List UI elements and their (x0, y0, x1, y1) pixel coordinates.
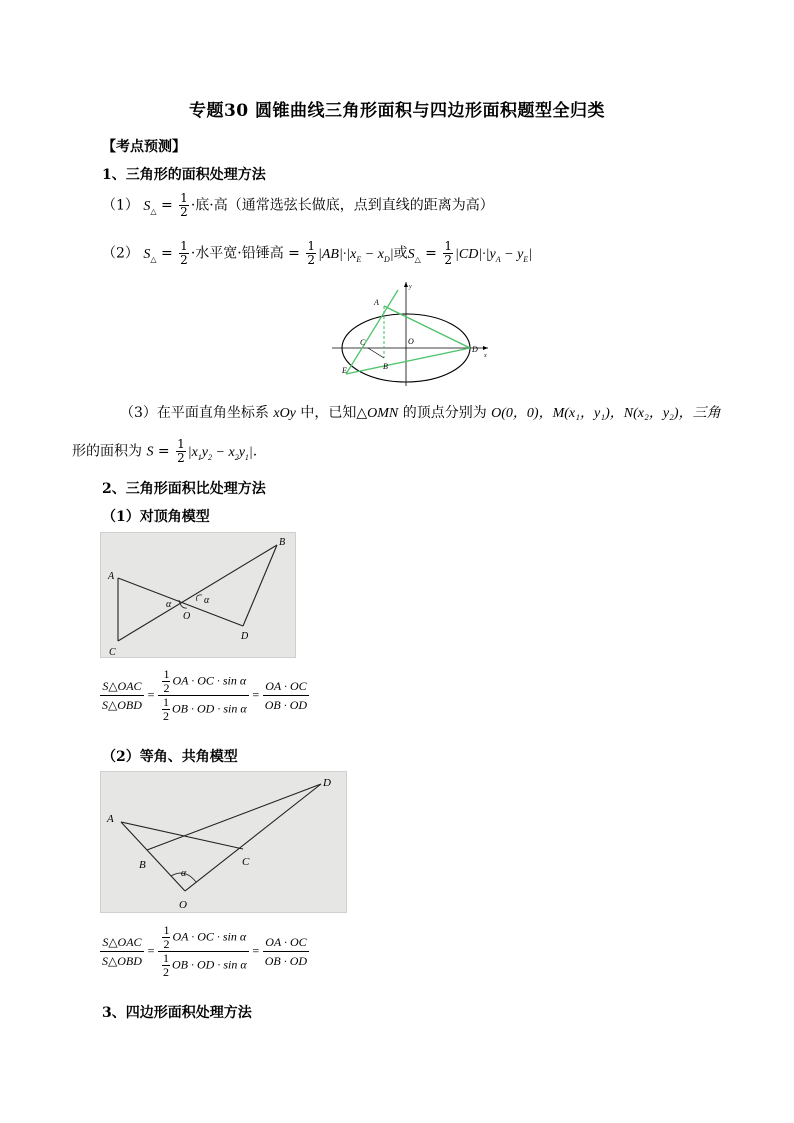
y-axis-arrow (404, 282, 408, 287)
ellipse-figure (328, 278, 494, 388)
item-3-text-b: 中，已知△ (295, 405, 368, 421)
item-1-prefix: （1） (102, 197, 139, 214)
item-1: （1） $S_\triangle$ = $\frac{1}{2}$ ·底·高（通常选弦长做底，点到直线的距离为高） (102, 191, 494, 219)
heading-area-ratio: 2、三角形面积比处理方法 (102, 481, 266, 497)
label-alpha-left: α (166, 599, 172, 610)
label-d: D (323, 777, 331, 789)
item-3-xoy: xOy (273, 406, 296, 421)
label-d: D (472, 345, 478, 354)
item-3-omn: OMN (367, 406, 399, 421)
label-alpha-right: α (204, 595, 210, 606)
vertical-angle-photo (100, 532, 296, 658)
ratio-left: S△OAC S△OBD (102, 679, 142, 712)
label-x: x (484, 353, 487, 359)
half-fraction: $\frac{1}{2}$ (307, 239, 315, 267)
label-y: y (409, 284, 412, 290)
item-2-prefix: （2） (102, 245, 139, 262)
ratio-mid: $\frac{1}{2}$ OA · OC · sin α $\frac{1}{2}$ OB · OD · sin α (158, 668, 249, 723)
green-ed (346, 348, 470, 374)
formula-ab: $|AB|\cdot|x_E - x_D|$ (318, 246, 394, 264)
label-c: C (360, 338, 366, 347)
item-1-text: 底·高（通常选弦长做底，点到直线的距离为高） (195, 197, 494, 214)
s-triangle-symbol: $S_\triangle$ (407, 246, 421, 264)
label-o: O (408, 337, 414, 346)
item-2-text: 水平宽·铅锤高 (195, 245, 284, 262)
label-o: O (179, 899, 187, 911)
item-2-or: 或 (393, 245, 408, 262)
green-line-ae (346, 290, 398, 374)
point-o: O(0，0)， (491, 406, 553, 421)
ratio-formula-2: S△OAC S△OBD = $\frac{1}{2}$ OA · OC · sin α $\frac{1}{2}$ OB · OD · sin α = $\frac{OA \cdot OC}{OB \cdot OD}$ (102, 923, 308, 979)
model-2-title: （2）等角、共角模型 (102, 749, 238, 765)
label-b: B (139, 859, 146, 871)
item-2: （2） $S_\triangle$ = $\frac{1}{2}$ ·水平宽·铅锤高 = $\frac{1}{2}$ $|AB|\cdot|x_E - x_D|$或$S_\triangle$ = $\frac{1}{2}$ $|CD|\cdot|y_A - y_E|$ (102, 239, 533, 267)
label-a: A (107, 813, 114, 825)
half-fraction: $\frac{1}{2}$ (444, 239, 453, 267)
label-c: C (242, 856, 250, 868)
half-fraction: $\frac{1}{2}$ (180, 191, 188, 219)
section-heading: 【考点预测】 (102, 139, 186, 155)
ratio-mid: $\frac{1}{2}$ OA · OC · sin α $\frac{1}{2}$ OB · OD · sin α (158, 924, 249, 979)
s-triangle-symbol: $S_\triangle$ (143, 198, 157, 216)
label-d: D (241, 631, 249, 642)
point-m: M(x₁，y₁)， (552, 406, 624, 421)
ratio-formula-1: S△OAC S△OBD = $\frac{1}{2}$ OA · OC · sin α $\frac{1}{2}$ OB · OD · sin α = $\frac{OA \cdot OC}{OB \cdot OD}$ (102, 667, 308, 723)
label-o: O (183, 611, 191, 622)
ratio-right: $\frac{OA \cdot OC}{OB \cdot OD}$ (264, 935, 308, 968)
item-3-text-a: （3）在平面直角坐标系 (120, 405, 274, 421)
half-fraction: $\frac{1}{2}$ (177, 437, 185, 465)
label-c: C (109, 647, 116, 658)
label-e: E (342, 366, 347, 375)
heading-quadrilateral-area: 3、四边形面积处理方法 (102, 1005, 252, 1021)
half-fraction: $\frac{1}{2}$ (180, 239, 188, 267)
point-n: N(x₂，y₂)，三角 (623, 406, 721, 421)
model-1-title: （1）对顶角模型 (102, 509, 210, 525)
formula-s: S (146, 444, 154, 460)
x-axis-arrow (483, 346, 488, 350)
label-a: A (108, 571, 115, 582)
item-3-line2-text: 形的面积为 (72, 443, 142, 460)
ratio-left: S△OAC S△OBD (102, 935, 142, 968)
label-b: B (383, 362, 388, 371)
heading-triangle-area: 1、三角形的面积处理方法 (102, 167, 266, 183)
item-3-text-c: 的顶点分别为 (398, 405, 492, 421)
page-title: 专题30 圆锥曲线三角形面积与四边形面积题型全归类 (188, 101, 606, 121)
ratio-right: $\frac{OA \cdot OC}{OB \cdot OD}$ (264, 679, 308, 712)
formula-cd: $|CD|\cdot|y_A - y_E|$ (455, 246, 533, 264)
common-angle-photo (100, 771, 347, 913)
item-3-line-2: 形的面积为 S = $\frac{1}{2}$ $|x_1y_2 - x_2y_1|$. (72, 437, 258, 465)
segment-cb (368, 348, 384, 358)
label-a: A (374, 298, 379, 307)
item-3 (120, 402, 721, 422)
label-b: B (279, 537, 286, 548)
label-alpha: α (181, 868, 187, 879)
formula-cross: $|x_1y_2 - x_2y_1|$ (187, 444, 253, 462)
s-triangle-symbol: $S_\triangle$ (143, 246, 157, 264)
